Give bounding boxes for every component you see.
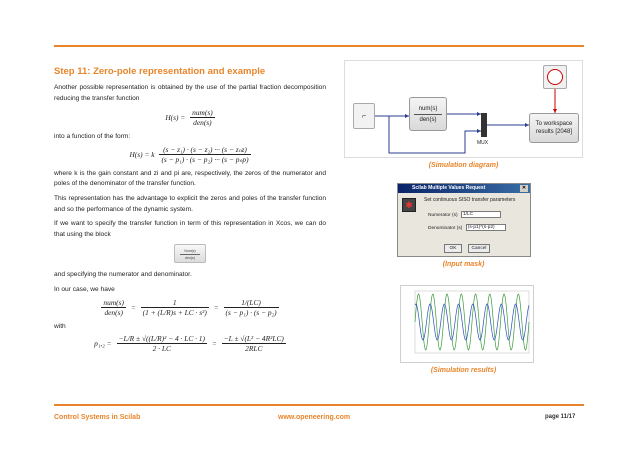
paragraph-our-case: In our case, we have (54, 285, 115, 293)
paragraph-intro: Another possible representation is obtained by the use of the partial fraction decomposition reducing the transfer function (54, 84, 326, 102)
eq3-mid (141, 298, 209, 317)
simulation-diagram (344, 60, 583, 158)
cancel-button[interactable]: Cancel (468, 244, 490, 253)
step-icon: ⌐ (361, 113, 367, 120)
caption-simulation-diagram: (Simulation diagram) (428, 162, 499, 169)
eq4-mid (117, 334, 207, 353)
denominator-label: Denominator (s) (428, 225, 463, 231)
scilab-logo-icon: ✱ (402, 198, 416, 212)
clr-block-num: Num(s) (184, 249, 196, 254)
eq4-mid-den: 2 · LC (152, 344, 171, 354)
paragraph-xcos: If we want to specify the transfer function in term of this representation in Xcos, we can do that using the block (54, 220, 326, 238)
xcos-block-illustration (54, 244, 326, 264)
eq3-right-num: 1/(LC) (224, 298, 279, 308)
results-chart (401, 286, 535, 364)
diagram-links (345, 61, 584, 159)
eq3-right (224, 298, 279, 317)
paragraph-advantage: This representation has the advantage to explicit the zeros and poles of the transfer function and so the performance of the dynamic system. (54, 194, 326, 213)
eq1-den: den(s) (193, 118, 212, 128)
eq2-lhs: H(s) = k (129, 149, 155, 159)
close-icon[interactable]: ✕ (521, 185, 527, 191)
footer-rule (54, 404, 584, 406)
clr-block (174, 244, 206, 263)
numerator-row (428, 211, 501, 218)
header-rule (54, 45, 584, 47)
ws-line2: results [2048] (535, 129, 573, 135)
dialog-subtitle: Set continuous SISO transfer parameters (424, 197, 516, 203)
paragraph-specify: and specifying the numerator and denominator. (54, 271, 192, 279)
denominator-field[interactable]: (s-p1)*(s-p2) (466, 224, 506, 231)
clr-block-den: den(s) (185, 256, 195, 261)
eq4-right-den: 2RLC (245, 344, 263, 354)
ws-line1: To workspace (535, 121, 573, 127)
eq3-left (101, 298, 126, 317)
eq3-left-num: num(s) (103, 297, 124, 307)
mux-label: MUX (477, 140, 489, 146)
eq3-mid-num: 1 (141, 298, 209, 308)
footer-title: Control Systems in Scilab (54, 414, 141, 421)
equation-poles: p₁,₂ = $\frac{\text{−L/R ± √((L/R)² − 4 · LC · 1)}}{2 \cdot LC}$ = $\frac{\text{−L ± √(L² − 4R²LC)}}{\text{2RLC}}$ (94, 334, 284, 354)
eq1-num: num(s) (192, 108, 213, 118)
text-column (54, 66, 326, 358)
eq4-right-num: −L ± √(L² − 4R²LC) (223, 334, 284, 344)
paragraph-with: with (54, 322, 66, 330)
simulation-results-plot (400, 285, 534, 363)
eq3-mid-den: (1 + (L/R)s + LC · s²) (142, 307, 207, 317)
dialog-title: Scilab Multiple Values Request (412, 185, 486, 191)
eq4-right (222, 334, 286, 353)
caption-simulation-results: (Simulation results) (430, 367, 497, 374)
caption-input-mask: (Input mask) (442, 261, 485, 268)
footer-page-number: page 11/17 (545, 414, 576, 420)
equation-zero-pole (54, 145, 326, 164)
dialog-titlebar (398, 184, 530, 193)
input-mask-dialog (397, 183, 531, 257)
eq1-lhs: H(s) = (165, 113, 186, 123)
eq4-mid-num: −L/R ± √((L/R)² − 4 · LC · 1) (118, 334, 205, 344)
numerator-label: Numerator (s) (428, 212, 458, 218)
tf-num: num(s) (418, 106, 438, 112)
equation-transfer-function (54, 108, 326, 127)
numerator-field[interactable]: 1/LC (461, 211, 501, 218)
ok-button[interactable]: OK (444, 244, 462, 253)
equation-rlc: $\frac{\text{num(s)}}{\text{den(s)}}$ = $\frac{1}{\text{(1 + (L/R)s + LC · s²)}}$ = $\frac{1/(LC)}{\text{(s − p₁) · (s − p₂)}}$ (103, 297, 277, 317)
eq2-den: (s − p₁) · (s − p₂) ··· (s − pₙp) (161, 154, 249, 164)
eq4-lhs: p₁,₂ = (94, 339, 112, 349)
eq3-right-den: (s − p₁) · (s − p₂) (225, 307, 277, 317)
paragraph-gain: where k is the gain constant and zi and pi are, respectively, the zeros of the numerator and poles of the denominator of the transfer function. (54, 169, 326, 188)
eq3-left-den: den(s) (104, 307, 123, 317)
tf-den: den(s) (419, 117, 437, 123)
footer-website[interactable]: www.openeering.com (278, 414, 351, 421)
eq2-num: (s − z₁) · (s − z₂) ··· (s − zₙz) (159, 145, 250, 155)
eq1-fraction (190, 108, 215, 127)
eq2-fraction (159, 145, 250, 164)
step-title: Step 11: Zero-pole representation and example (54, 66, 266, 77)
denominator-row (428, 224, 506, 231)
paragraph-form: into a function of the form: (54, 133, 131, 141)
